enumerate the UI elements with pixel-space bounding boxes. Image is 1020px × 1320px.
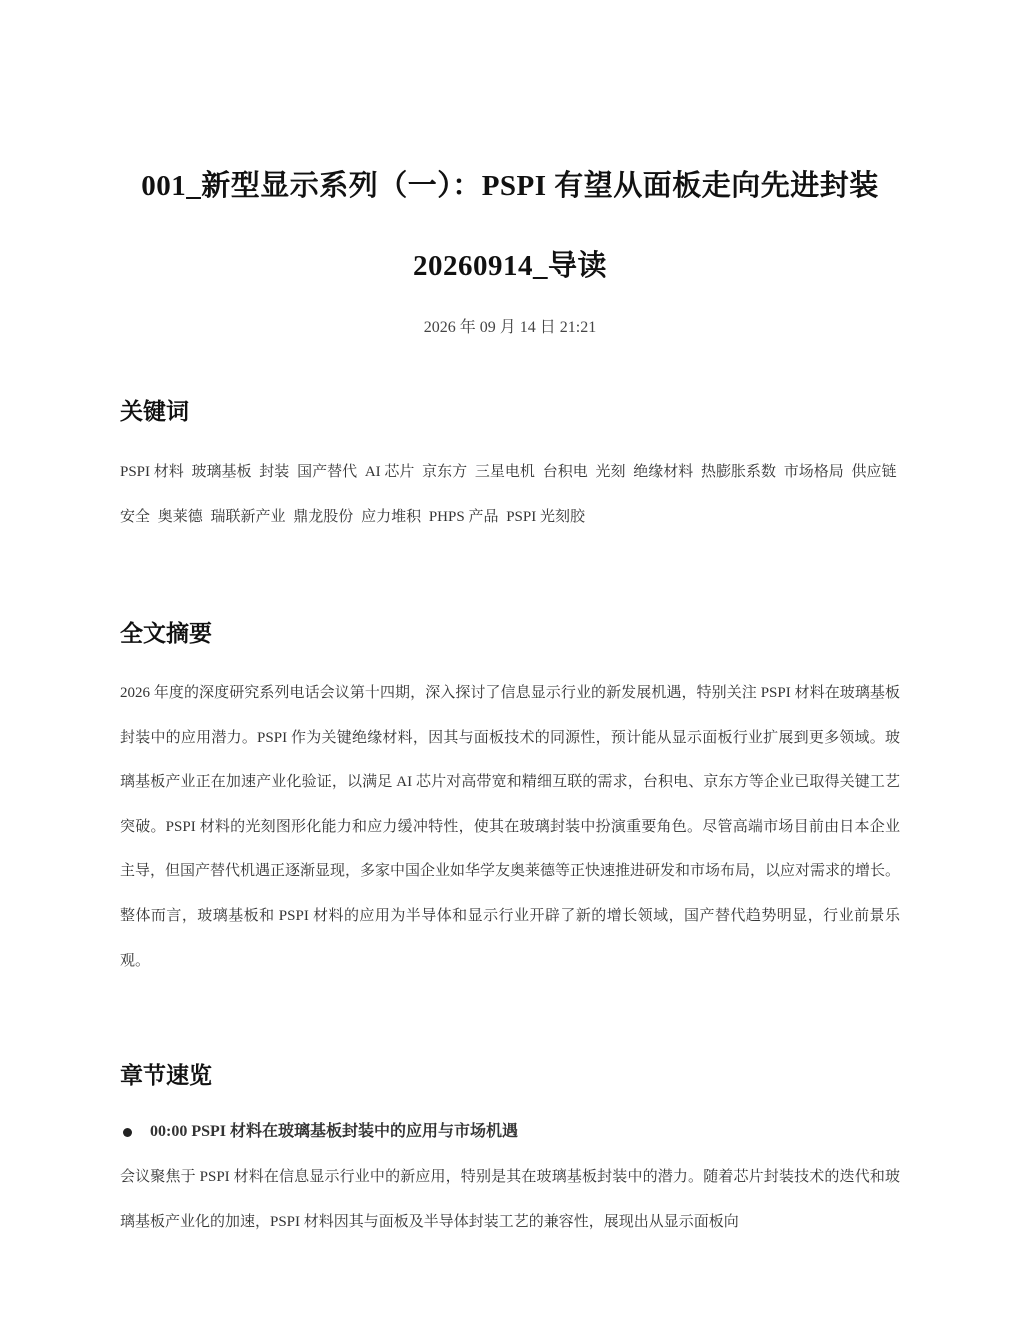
- keywords-list: [120, 450, 900, 540]
- chapter-item-header: [120, 1117, 900, 1147]
- keyword-tag: 国产替代: [297, 464, 358, 480]
- keywords-heading: 关键词: [120, 398, 189, 424]
- keyword-tag: 供应链安全: [120, 464, 897, 525]
- keyword-tag: 绝缘材料: [633, 464, 694, 480]
- keyword-tag: 玻璃基板: [191, 464, 252, 480]
- chapter-text: 会议聚焦于 PSPI 材料在信息显示行业中的新应用，特别是其在玻璃基板封装中的潜力。随着芯片封装技术的迭代和玻璃基板产业化的加速，PSPI 材料因其与面板及半导体封装工艺的兼容性，展现出从显示面板向: [120, 1169, 900, 1230]
- keyword-tag: 封装: [259, 464, 290, 480]
- keyword-tag: 台积电: [542, 464, 588, 480]
- keyword-tag: PSPI 光刻胶: [506, 509, 585, 525]
- document-title-line-2: 20260914_导读: [412, 250, 607, 282]
- keyword-tag: PSPI 材料: [120, 464, 184, 480]
- keyword-tag: 鼎龙股份: [293, 509, 354, 525]
- keyword-tag: 应力堆积: [361, 509, 422, 525]
- document-title-line-1: 001_新型显示系列（一）：PSPI 有望从面板走向先进封装: [141, 170, 879, 202]
- bullet-icon: [123, 1128, 132, 1137]
- chapters-heading: 章节速览: [120, 1062, 212, 1089]
- summary-text: 2026 年度的深度研究系列电话会议第十四期，深入探讨了信息显示行业的新发展机遇，特别关注 PSPI 材料在玻璃基板封装中的应用潜力。PSPI 作为关键绝缘材料，因其与面板技术的同源性，预计能从显示面板行业扩展到更多领域。玻璃基板产业正在加速产业化验证，以满足 AI 芯片对高带宽和精细互联的需求，台积电、京东方等企业已取得关键工艺突破。PSPI 材料的光刻图形化能力和应力缓冲特性，使其在玻璃封装中扮演重要角色。尽管高端市场目前由日本企业主导，但国产替代机遇正逐渐显现，多家中国企业如华学友奥莱德等正快速推进研发和市场布局，以应对需求的增长。整体而言，玻璃基板和 PSPI 材料的应用为半导体和显示行业开辟了新的增长领域，国产替代趋势明显，行业前景乐观。: [120, 685, 901, 969]
- keyword-tag: AI 芯片: [364, 464, 415, 480]
- keyword-tag: PHPS 产品: [428, 509, 499, 525]
- keyword-tag: 热膨胀系数: [700, 464, 776, 480]
- keyword-tag: 市场格局: [783, 464, 844, 480]
- keyword-tag: 奥莱德: [157, 509, 203, 525]
- keyword-tag: 三星电机: [474, 464, 535, 480]
- chapter-item: [120, 1117, 900, 1244]
- keyword-tag: 光刻: [595, 464, 626, 480]
- keyword-tag: 瑞联新产业: [210, 509, 286, 525]
- summary-heading: 全文摘要: [120, 620, 212, 646]
- document-datetime: 2026 年 09 月 14 日 21:21: [423, 319, 597, 336]
- document-title: [120, 0, 900, 306]
- keyword-tag: 京东方: [422, 464, 468, 480]
- chapter-heading: 00:00 PSPI 材料在玻璃基板封装中的应用与市场机遇: [150, 1123, 519, 1141]
